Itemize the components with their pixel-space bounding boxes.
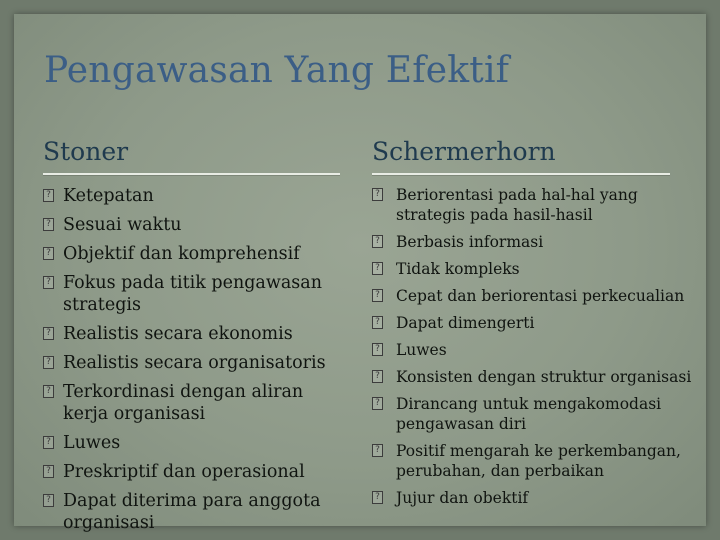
list-item bbox=[372, 488, 692, 508]
list-item bbox=[43, 381, 353, 425]
list-item bbox=[372, 394, 692, 434]
list-item bbox=[43, 214, 353, 236]
bullet-icon: ? bbox=[43, 494, 54, 507]
schermerhorn-list bbox=[372, 178, 692, 508]
list-item bbox=[43, 432, 353, 454]
bullet-icon: ? bbox=[372, 491, 383, 504]
list-item-text: Realistis secara ekonomis bbox=[63, 324, 293, 344]
list-item-text: Sesuai waktu bbox=[63, 215, 182, 235]
bullet-icon: ? bbox=[43, 189, 54, 202]
stoner-heading: Stoner bbox=[43, 137, 129, 166]
bullet-icon: ? bbox=[43, 465, 54, 478]
list-item-text: Objektif dan komprehensif bbox=[63, 244, 300, 264]
list-item-text: Konsisten dengan struktur organisasi bbox=[396, 368, 692, 386]
list-item bbox=[372, 367, 692, 387]
list-item bbox=[372, 340, 692, 360]
bullet-icon: ? bbox=[372, 397, 383, 410]
list-item bbox=[43, 323, 353, 345]
bullet-icon: ? bbox=[372, 188, 383, 201]
list-item-text: Cepat dan beriorentasi perkecualian bbox=[396, 287, 685, 305]
list-item-text: Realistis secara organisatoris bbox=[63, 353, 326, 373]
list-item bbox=[372, 286, 692, 306]
list-item bbox=[372, 441, 692, 481]
list-item-text: Dapat dimengerti bbox=[396, 314, 535, 332]
list-item-text: Beriorentasi pada hal-hal yang strategis pada hasil-hasil bbox=[396, 186, 638, 224]
bullet-icon: ? bbox=[372, 370, 383, 383]
list-item-text: Dirancang untuk mengakomodasi pengawasan diri bbox=[396, 395, 662, 433]
list-item bbox=[372, 232, 692, 252]
list-item bbox=[372, 259, 692, 279]
list-item bbox=[43, 461, 353, 483]
stoner-list bbox=[43, 178, 353, 534]
list-item-text: Terkordinasi dengan aliran kerja organisasi bbox=[63, 382, 304, 424]
stoner-heading-divider bbox=[43, 173, 340, 175]
list-item bbox=[43, 490, 353, 534]
list-item bbox=[43, 352, 353, 374]
bullet-icon: ? bbox=[43, 385, 54, 398]
bullet-icon: ? bbox=[43, 218, 54, 231]
schermerhorn-heading: Schermerhorn bbox=[372, 137, 556, 166]
bullet-icon: ? bbox=[372, 444, 383, 457]
list-item-text: Luwes bbox=[396, 341, 447, 359]
list-item-text: Tidak kompleks bbox=[396, 260, 520, 278]
list-item-text: Jujur dan obektif bbox=[396, 489, 529, 507]
schermerhorn-heading-divider bbox=[372, 173, 670, 175]
bullet-icon: ? bbox=[43, 436, 54, 449]
bullet-icon: ? bbox=[372, 289, 383, 302]
list-item bbox=[43, 243, 353, 265]
list-item bbox=[372, 185, 692, 225]
list-item-text: Dapat diterima para anggota organisasi bbox=[63, 491, 321, 533]
list-item-text: Luwes bbox=[63, 433, 121, 453]
bullet-icon: ? bbox=[43, 327, 54, 340]
bullet-icon: ? bbox=[372, 316, 383, 329]
list-item-text: Ketepatan bbox=[63, 186, 154, 206]
list-item bbox=[43, 185, 353, 207]
bullet-icon: ? bbox=[372, 343, 383, 356]
list-item-text: Fokus pada titik pengawasan strategis bbox=[63, 273, 322, 315]
bullet-icon: ? bbox=[43, 356, 54, 369]
list-item bbox=[372, 313, 692, 333]
bullet-icon: ? bbox=[372, 235, 383, 248]
bullet-icon: ? bbox=[43, 247, 54, 260]
list-item bbox=[43, 272, 353, 316]
list-item-text: Positif mengarah ke perkembangan, perubahan, dan perbaikan bbox=[396, 442, 681, 480]
bullet-icon: ? bbox=[43, 276, 54, 289]
list-item-text: Berbasis informasi bbox=[396, 233, 544, 251]
bullet-icon: ? bbox=[372, 262, 383, 275]
slide-title: Pengawasan Yang Efektif bbox=[44, 50, 510, 91]
list-item-text: Preskriptif dan operasional bbox=[63, 462, 305, 482]
